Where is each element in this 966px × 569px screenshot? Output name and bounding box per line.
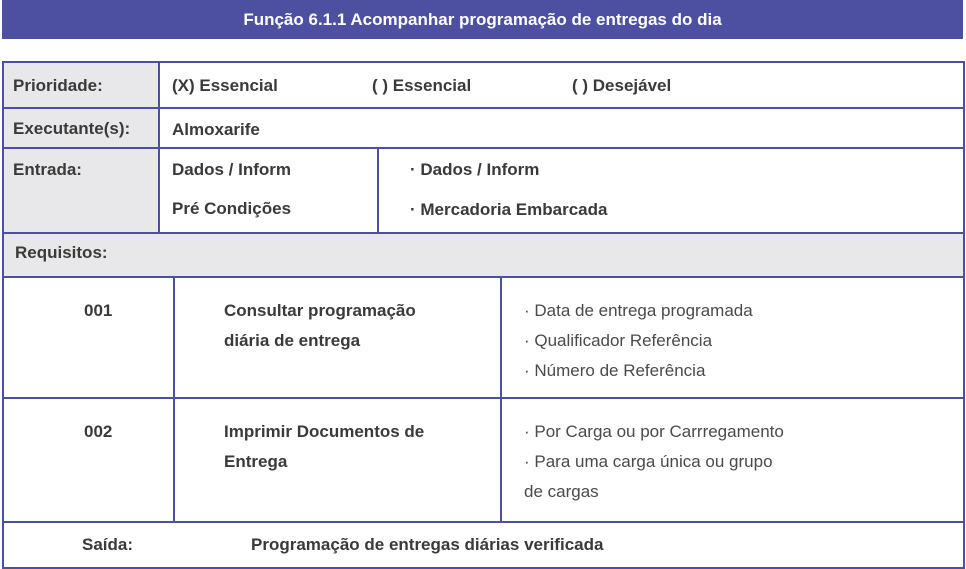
- requisito-detail: · Para uma carga única ou grupo: [524, 452, 773, 471]
- requisito-detail: · Data de entrega programada: [524, 301, 753, 320]
- requisito-title-line: Consultar programação: [224, 301, 416, 320]
- requisito-detail: de cargas: [524, 482, 599, 501]
- executantes-value: Almoxarife: [172, 120, 260, 139]
- row-divider: [4, 147, 963, 149]
- row-divider: [4, 232, 963, 234]
- function-table: [2, 61, 965, 569]
- row-divider: [4, 276, 963, 278]
- executantes-label: Executante(s):: [13, 119, 131, 138]
- row-divider: [4, 521, 963, 523]
- entrada-right-item: · Dados / Inform: [410, 160, 540, 179]
- function-title: Função 6.1.1 Acompanhar programação de entregas do dia: [243, 9, 722, 29]
- requisito-detail: · Número de Referência: [524, 361, 706, 380]
- requisito-detail: · Por Carga ou por Carrregamento: [524, 422, 784, 441]
- entrada-left-item: Dados / Inform: [172, 160, 292, 179]
- requisitos-header-cell: [4, 234, 963, 276]
- prioridade-label: Prioridade:: [13, 76, 103, 95]
- requisito-title-line: diária de entrega: [224, 331, 361, 350]
- saida-label: Saída:: [82, 535, 134, 554]
- priority-option-desejavel: ( ) Desejável: [572, 76, 672, 95]
- entrada-right-item: · Mercadoria Embarcada: [410, 200, 608, 219]
- saida-value: Programação de entregas diárias verificada: [251, 535, 604, 554]
- function-title-bar: [2, 0, 963, 39]
- entrada-left-item: Pré Condições: [172, 199, 292, 218]
- requisito-title-line: Entrega: [224, 452, 288, 471]
- entrada-label: Entrada:: [13, 160, 82, 179]
- requisito-id: 001: [84, 301, 113, 320]
- requisito-id: 002: [84, 422, 113, 441]
- priority-option-essencial: ( ) Essencial: [372, 76, 472, 95]
- requisito-title-line: Imprimir Documentos de: [224, 422, 425, 441]
- column-divider: [173, 278, 175, 521]
- column-divider: [158, 63, 160, 232]
- column-divider: [377, 149, 379, 232]
- column-divider: [500, 278, 502, 521]
- requisitos-label: Requisitos:: [15, 243, 108, 262]
- requisito-detail: · Qualificador Referência: [524, 331, 713, 350]
- priority-option-essencial-checked: (X) Essencial: [172, 76, 278, 95]
- row-divider: [4, 397, 963, 399]
- row-divider: [4, 107, 963, 109]
